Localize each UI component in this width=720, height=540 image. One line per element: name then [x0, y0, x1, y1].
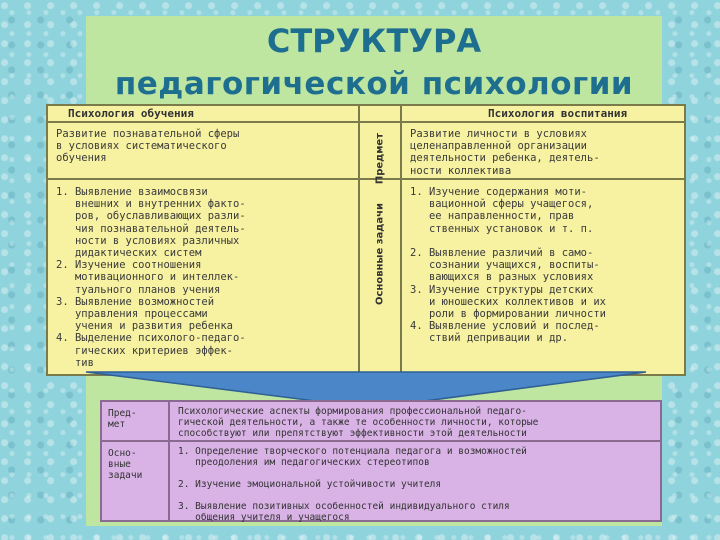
title-line-1: СТРУКТУРА: [266, 22, 482, 60]
subject-upbringing: Развитие личности в условиях целенаправленной организации деятельности ребенка, деятель- ности коллектива: [410, 128, 600, 177]
bottom-tasks-text: 1. Определение творческого потенциала педагога и возможностей преодоления им педагогических стереотипов 2. Изучение эмоциональной устойчивости учителя 3. Выявление позитивных особенностей индивидуального стиля общения учителя и учащегося: [178, 446, 527, 523]
tasks-learning: 1. Выявление взаимосвязи внешних и внутренних факто- ров, обуславливающих разли- чия познавательной деятель- ности в условиях различных дидактических систем 2. Изучение соотношения мотивационного и интеллек- туального планов учения 3. Выявление возможностей управления процессами учения и развития ребенка 4. Выделение психолого-педаго- гических критериев эффек- тив: [56, 186, 246, 369]
bottom-column-divider: [168, 402, 170, 520]
label-main-tasks: Основные задачи: [374, 203, 386, 306]
bottom-label-tasks: Осно- вные задачи: [108, 448, 143, 481]
column-divider-right: [400, 106, 402, 374]
title-line-2: педагогической психологии: [114, 66, 634, 102]
bottom-table: [100, 400, 662, 522]
header-learning-psychology: Психология обучения: [68, 107, 194, 120]
top-table: [46, 104, 686, 376]
bottom-subject-text: Психологические аспекты формирования профессиональной педаго- гической деятельности, а также те особенности личности, которые способствуют или препятствуют эффективности этой деятельности: [178, 406, 539, 439]
middle-label-column: [360, 123, 400, 376]
bottom-label-subject: Пред- мет: [108, 408, 137, 430]
tasks-upbringing: 1. Изучение содержания моти- вационной сферы учащегося, ее направленности, прав ственных установок и т. п. 2. Выявление различий в само- сознании учащихся, воспиты- вающихся в разных условиях 3. Изучение структуры детских и юношеских коллективов и их роли в формировании личности 4. Выявление условий и послед- ствий депривации и др.: [410, 186, 606, 345]
subject-learning: Развитие познавательной сферы в условиях систематического обучения: [56, 128, 240, 165]
slide-title: [86, 20, 662, 106]
header-upbringing-psychology: Психология воспитания: [488, 107, 628, 120]
label-subject: Предмет: [374, 133, 386, 185]
top-table-header: [48, 106, 684, 123]
bottom-row-divider: [102, 440, 660, 442]
